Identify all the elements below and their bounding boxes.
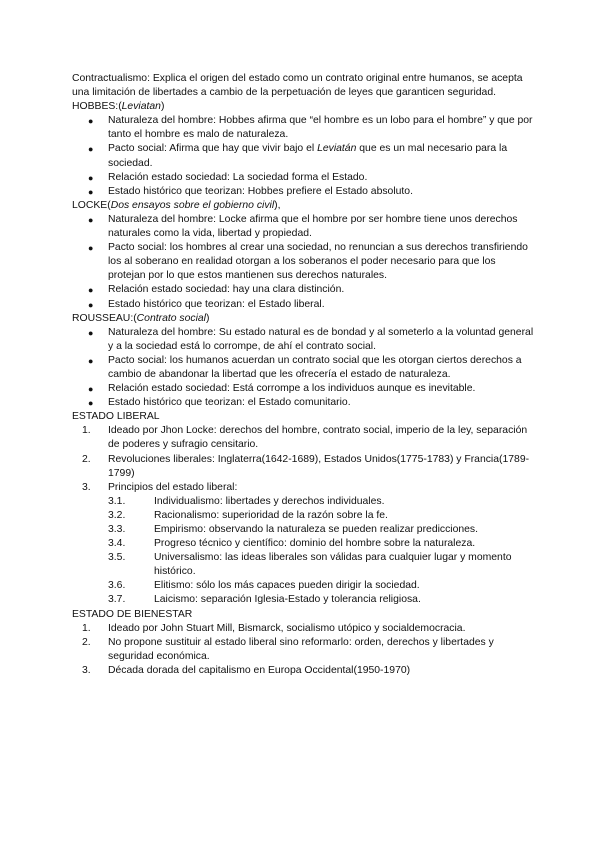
intro-paragraph: Contractualismo: Explica el origen del estado como un contrato original entre humanos, se acepta una limitación de libertades a cambio de la perpetuación de leyes que garanticen seguridad. xyxy=(72,73,523,99)
hobbes-pacto-work: Leviatán xyxy=(317,143,357,155)
item-number: 2. xyxy=(82,636,91,648)
list-item xyxy=(72,453,534,481)
rousseau-work: Contrato social xyxy=(136,312,206,324)
list-item xyxy=(72,636,534,664)
list-item xyxy=(108,537,534,551)
locke-work: Dos ensayos sobre el gobierno civil xyxy=(110,199,275,211)
liberal-list xyxy=(72,424,534,607)
hobbes-pacto-b: que es un mal necesario para la sociedad. xyxy=(108,143,508,169)
item-text: Progreso técnico y científico: dominio del hombre sobre la naturaleza. xyxy=(154,538,476,550)
rousseau-heading xyxy=(72,312,534,326)
item-number: 3.1. xyxy=(108,495,126,507)
item-text: Década dorada del capitalismo en Europa Occidental(1950-1970) xyxy=(108,664,411,676)
hobbes-pacto-a: Pacto social: Afirma que hay que vivir bajo el xyxy=(108,143,318,155)
item-number: 3.7. xyxy=(108,594,126,606)
list-item xyxy=(108,579,534,593)
item-number: 2. xyxy=(82,453,91,465)
list-item: ● Estado histórico que teorizan: el Estado liberal. xyxy=(72,298,534,312)
item-number: 3.4. xyxy=(108,538,126,550)
item-text: Laicismo: separación Iglesia-Estado y tolerancia religiosa. xyxy=(154,594,421,606)
list-item xyxy=(72,622,534,636)
liberal-heading: ESTADO LIBERAL xyxy=(72,411,160,423)
list-item xyxy=(108,509,534,523)
list-item xyxy=(72,142,534,170)
locke-close: ), xyxy=(274,199,281,211)
list-item xyxy=(108,495,534,509)
document-page xyxy=(72,72,534,678)
list-item xyxy=(108,523,534,537)
list-item: ● Pacto social: los hombres al crear una sociedad, no renuncian a sus derechos transfiriendo los al soberano en realidad otorgan a los soberanos el poder necesario para que los protejan por lo que estos mantienen sus derechos naturales. xyxy=(72,241,534,283)
item-text: Individualismo: libertades y derechos individuales. xyxy=(154,495,385,507)
item-text: Principios del estado liberal: xyxy=(108,481,238,493)
list-item xyxy=(72,664,534,678)
locke-list xyxy=(72,213,534,312)
item-text: Empirismo: observando la naturaleza se pueden realizar predicciones. xyxy=(154,524,479,535)
list-item xyxy=(72,424,534,452)
list-item xyxy=(108,551,534,579)
bienestar-list xyxy=(72,622,534,678)
locke-label: LOCKE( xyxy=(72,199,111,211)
item-text: Elitismo: sólo los más capaces pueden dirigir la sociedad. xyxy=(154,580,420,592)
item-number: 1. xyxy=(82,425,91,437)
rousseau-list xyxy=(72,326,534,411)
item-text: Revoluciones liberales: Inglaterra(1642-1689), Estados Unidos(1775-1783) y Francia(1789-1799) xyxy=(108,453,530,479)
item-number: 3.2. xyxy=(108,509,126,521)
rousseau-label: ROUSSEAU:( xyxy=(72,312,137,324)
list-item: ● Naturaleza del hombre: Hobbes afirma que “el hombre es un lobo para el hombre” y que por tanto el hombre es malo de naturaleza. xyxy=(72,114,534,142)
list-item: ● Naturaleza del hombre: Locke afirma que el hombre por ser hombre tiene unos derechos naturales como la vida, libertad y propiedad. xyxy=(72,213,534,241)
list-item xyxy=(108,593,534,607)
principles-list xyxy=(108,495,534,608)
hobbes-work: Leviatan xyxy=(121,101,161,113)
item-number: 3.5. xyxy=(108,552,126,564)
hobbes-close: ) xyxy=(160,101,165,113)
list-item: ● Relación estado sociedad: Está corrompe a los individuos aunque es inevitable. xyxy=(72,382,534,396)
bienestar-heading: ESTADO DE BIENESTAR xyxy=(72,608,193,620)
item-text: No propone sustituir al estado liberal sino reformarlo: orden, derechos y libertades y seguridad económica. xyxy=(108,636,494,662)
list-item xyxy=(72,481,534,608)
locke-heading xyxy=(72,199,534,213)
hobbes-label: HOBBES:( xyxy=(72,101,122,113)
item-number: 3.6. xyxy=(108,580,126,592)
list-item: ● Estado histórico que teorizan: Hobbes prefiere el Estado absoluto. xyxy=(72,185,534,199)
item-text: Racionalismo: superioridad de la razón sobre la fe. xyxy=(154,509,388,521)
item-number: 1. xyxy=(82,622,91,634)
hobbes-heading xyxy=(72,100,534,114)
hobbes-list xyxy=(72,114,534,199)
list-item: ● Estado histórico que teorizan: el Estado comunitario. xyxy=(72,396,534,410)
item-number: 3. xyxy=(82,481,91,493)
list-item: ● Relación estado sociedad: La sociedad forma el Estado. xyxy=(72,171,534,185)
list-item: ● Naturaleza del hombre: Su estado natural es de bondad y al someterlo a la voluntad general y a la sociedad está lo corrompe, de ahí el contrato social. xyxy=(72,326,534,354)
list-item: ● Relación estado sociedad: hay una clara distinción. xyxy=(72,283,534,297)
item-text: Ideado por Jhon Locke: derechos del hombre, contrato social, imperio de la ley, separación de poderes y sufragio censitario. xyxy=(108,425,528,451)
item-number: 3.3. xyxy=(108,524,126,535)
item-text: Universalismo: las ideas liberales son válidas para cualquier lugar y momento histórico. xyxy=(154,552,512,578)
list-item: ● Pacto social: los humanos acuerdan un contrato social que les otorgan ciertos derechos a cambio de abandonar la libertad que les ofrecería el estado de naturaleza. xyxy=(72,354,534,382)
item-number: 3. xyxy=(82,664,91,676)
rousseau-close: ) xyxy=(205,312,210,324)
item-text: Ideado por John Stuart Mill, Bismarck, socialismo utópico y socialdemocracia. xyxy=(108,622,466,634)
